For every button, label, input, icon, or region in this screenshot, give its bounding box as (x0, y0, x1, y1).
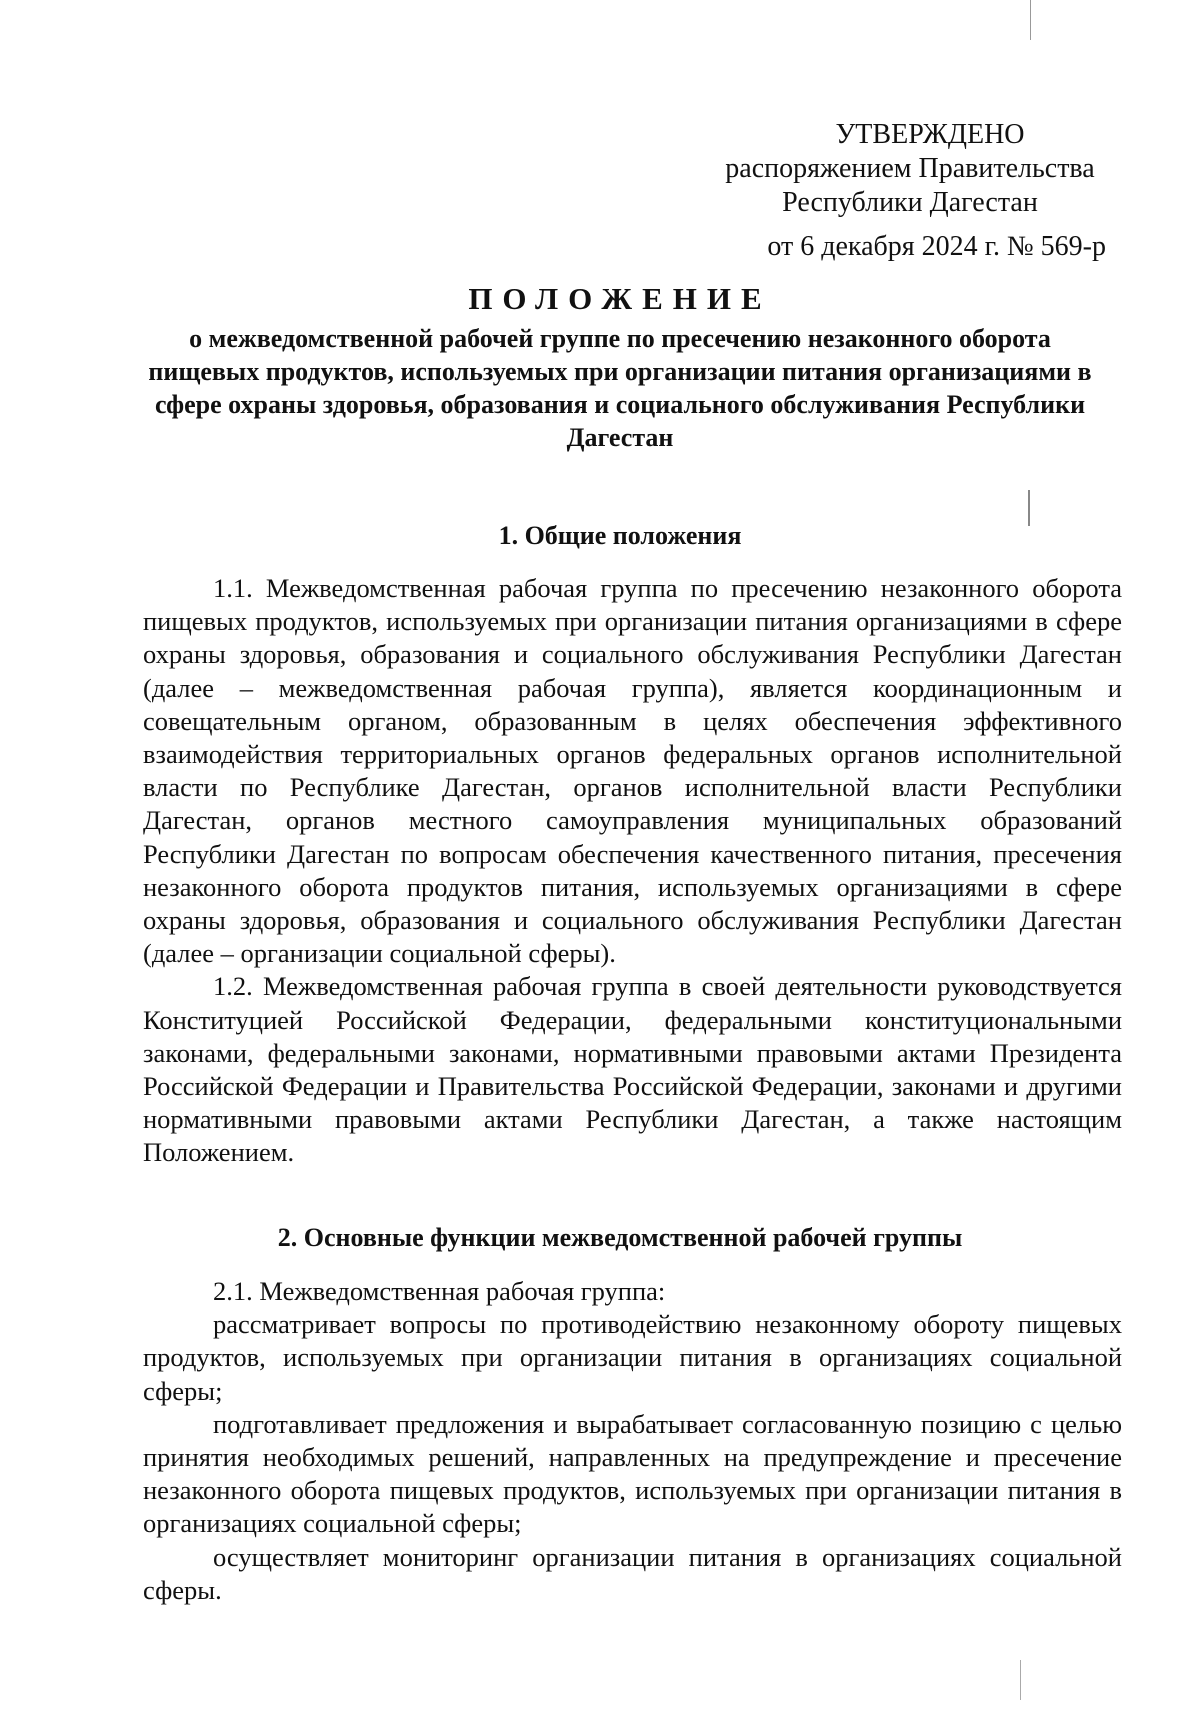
scan-artifact-line (1028, 490, 1030, 526)
approval-line-1: распоряжением Правительства (725, 153, 1095, 184)
paragraph-2-1-item-1: рассматривает вопросы по противодействию незаконному обороту пищевых продуктов, используемых при организации питания в организациях социальной сферы; (143, 1309, 1122, 1406)
scan-artifact-line (1030, 0, 1031, 40)
approval-title: УТВЕРЖДЕНО (835, 119, 1025, 150)
section-2-heading: 2. Основные функции межведомственной рабочей группы (277, 1223, 963, 1252)
document-title: ПОЛОЖЕНИЕ (468, 281, 772, 316)
section-2-body (143, 1275, 1122, 1607)
section-1-heading: 1. Общие положения (498, 521, 742, 550)
document-title-block (140, 280, 1100, 454)
scan-artifact-line (1020, 1660, 1021, 1700)
approval-block (700, 118, 1120, 264)
paragraph-2-1: 2.1. Межведомственная рабочая группа: (213, 1276, 666, 1306)
approval-line-2: Республики Дагестан (782, 187, 1038, 218)
paragraph-2-1-item-3: осуществляет мониторинг организации питания в организациях социальной сферы. (143, 1541, 1122, 1605)
paragraph-1-2: 1.2. Межведомственная рабочая группа в своей деятельности руководствуется Конституцией Российской Федерации, федеральными конституциональными законами, федеральными законами, нормативными правовыми актами Президента Российской Федерации и Правительства Российской Федерации, законами и другими нормативными правовыми актами Республики Дагестан, а также настоящим Положением. (143, 971, 1122, 1168)
section-1-body (143, 572, 1122, 1170)
document-subtitle: о межведомственной рабочей группе по пресечению незаконного оборота пищевых продуктов, используемых при организации питания организациями в сфере охраны здоровья, образования и социального обслуживания Республики Дагестан (148, 324, 1092, 452)
paragraph-1-1: 1.1. Межведомственная рабочая группа по пресечению незаконного оборота пищевых продуктов, используемых при организации питания организациями в сфере охраны здоровья, образования и социального обслуживания Республики Дагестан (далее – межведомственная рабочая группа), является координационным и совещательным органом, образованным в целях обеспечения эффективного взаимодействия территориальных органов федеральных органов исполнительной власти по Республике Дагестан, органов исполнительной власти Республики Дагестан, органов местного самоуправления муниципальных образований Республики Дагестан по вопросам обеспечения качественного питания, пресечения незаконного оборота продуктов питания, используемых организациями в сфере охраны здоровья, образования и социального обслуживания Республики Дагестан (далее – организации социальной сферы). (143, 573, 1122, 969)
paragraph-2-1-item-2: подготавливает предложения и вырабатывает согласованную позицию с целью принятия необходимых решений, направленных на предупреждение и пресечение незаконного оборота пищевых продуктов, используемых при организации питания в организациях социальной сферы; (143, 1408, 1122, 1539)
approval-date: от 6 декабря 2024 г. № 569-р (767, 231, 1106, 262)
